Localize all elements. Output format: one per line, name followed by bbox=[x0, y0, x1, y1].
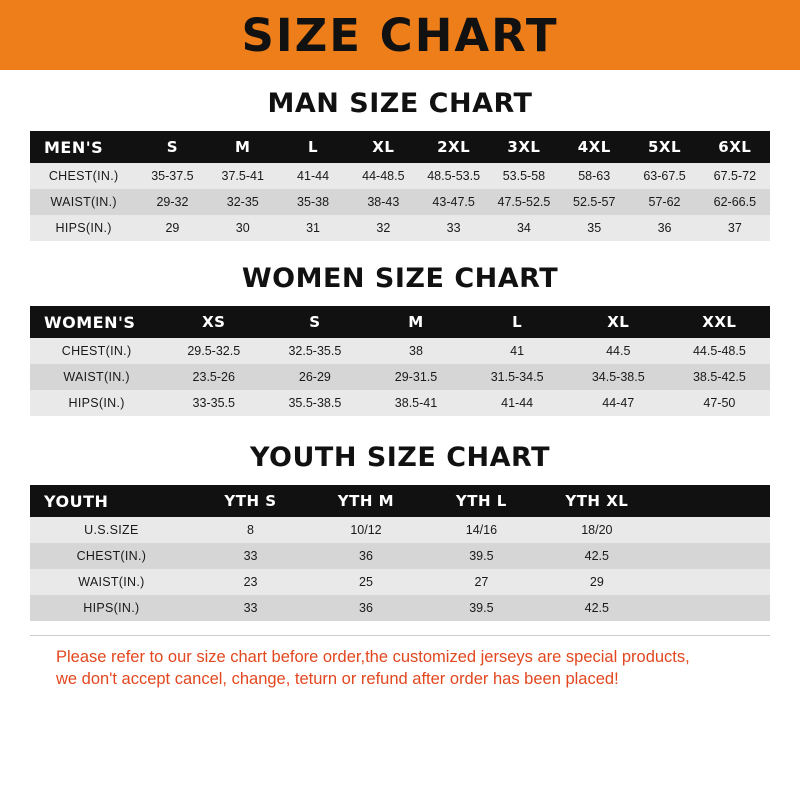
row-label: HIPS(IN.) bbox=[68, 396, 125, 410]
cell: 33 bbox=[243, 549, 258, 563]
cell: 41-44 bbox=[501, 396, 534, 410]
man-col-header: M bbox=[235, 138, 251, 156]
table-row bbox=[30, 338, 770, 364]
cell: 44-48.5 bbox=[362, 169, 405, 183]
man-col-header: 2XL bbox=[437, 138, 471, 156]
row-label: HIPS(IN.) bbox=[55, 221, 112, 235]
cell: 39.5 bbox=[469, 601, 494, 615]
man-section-title: MAN SIZE CHART bbox=[267, 88, 533, 119]
row-label: CHEST(IN.) bbox=[48, 169, 119, 183]
cell: 47.5-52.5 bbox=[497, 195, 551, 209]
youth-col-header: YTH M bbox=[337, 492, 395, 510]
cell: 63-67.5 bbox=[643, 169, 686, 183]
cell: 32-35 bbox=[226, 195, 259, 209]
cell-empty bbox=[655, 569, 770, 595]
table-row bbox=[30, 364, 770, 390]
women-col-header: M bbox=[408, 313, 424, 331]
cell: 41-44 bbox=[297, 169, 330, 183]
cell: 37.5-41 bbox=[221, 169, 264, 183]
youth-col-header: YTH L bbox=[455, 492, 507, 510]
man-col-header: 4XL bbox=[577, 138, 611, 156]
cell: 38-43 bbox=[367, 195, 400, 209]
table-header-row bbox=[30, 131, 770, 163]
cell: 39.5 bbox=[469, 549, 494, 563]
cell: 35 bbox=[587, 221, 602, 235]
cell: 44-47 bbox=[602, 396, 635, 410]
cell: 35-38 bbox=[297, 195, 330, 209]
cell: 29-32 bbox=[156, 195, 189, 209]
cell: 27 bbox=[474, 575, 489, 589]
row-label: WAIST(IN.) bbox=[63, 370, 130, 384]
cell: 18/20 bbox=[581, 523, 613, 537]
cell: 8 bbox=[247, 523, 254, 537]
cell: 30 bbox=[235, 221, 250, 235]
women-col-header: XL bbox=[607, 313, 630, 331]
cell: 31.5-34.5 bbox=[490, 370, 544, 384]
table-row bbox=[30, 595, 770, 621]
women-section-title: WOMEN SIZE CHART bbox=[241, 263, 559, 294]
cell: 23 bbox=[243, 575, 258, 589]
women-col-header: S bbox=[309, 313, 321, 331]
man-col-header: 5XL bbox=[647, 138, 682, 156]
table-row bbox=[30, 569, 770, 595]
man-col-header: L bbox=[308, 138, 319, 156]
cell: 29 bbox=[589, 575, 604, 589]
cell: 44.5-48.5 bbox=[692, 344, 746, 358]
table-row bbox=[30, 543, 770, 569]
women-col-header: XS bbox=[202, 313, 226, 331]
cell: 29.5-32.5 bbox=[187, 344, 241, 358]
table-header-row bbox=[30, 306, 770, 338]
youth-size-table bbox=[30, 485, 770, 621]
man-size-table bbox=[30, 131, 770, 241]
man-col-header: XL bbox=[372, 138, 395, 156]
table-row bbox=[30, 390, 770, 416]
cell: 26-29 bbox=[298, 370, 331, 384]
cell: 47-50 bbox=[703, 396, 736, 410]
women-table-corner-label: WOMEN'S bbox=[44, 312, 136, 332]
cell: 32 bbox=[376, 221, 391, 235]
cell: 14/16 bbox=[465, 523, 498, 537]
cell: 10/12 bbox=[350, 523, 382, 537]
youth-col-header-empty bbox=[655, 485, 770, 517]
cell: 34.5-38.5 bbox=[591, 370, 645, 384]
youth-col-header: YTH XL bbox=[565, 492, 629, 510]
footnote bbox=[30, 635, 770, 691]
cell: 33 bbox=[243, 601, 258, 615]
table-row bbox=[30, 163, 770, 189]
cell: 38.5-42.5 bbox=[692, 370, 746, 384]
cell: 37 bbox=[727, 221, 742, 235]
cell: 53.5-58 bbox=[502, 169, 546, 183]
cell: 31 bbox=[306, 221, 320, 235]
row-label: WAIST(IN.) bbox=[50, 195, 117, 209]
footnote-line-1: Please refer to our size chart before order,the customized jerseys are special products, bbox=[56, 648, 690, 666]
cell: 52.5-57 bbox=[573, 195, 616, 209]
cell-empty bbox=[655, 543, 770, 569]
cell: 62-66.5 bbox=[713, 195, 757, 209]
cell: 35.5-38.5 bbox=[288, 396, 342, 410]
youth-table-corner-label: YOUTH bbox=[44, 491, 109, 511]
cell: 42.5 bbox=[584, 601, 609, 615]
row-label: WAIST(IN.) bbox=[78, 575, 145, 589]
footnote-line-2: we don't accept cancel, change, teturn or refund after order has been placed! bbox=[56, 670, 619, 689]
man-table-corner-label: MEN'S bbox=[44, 137, 104, 157]
cell-empty bbox=[655, 595, 770, 621]
page-title: SIZE CHART bbox=[241, 8, 559, 62]
cell: 57-62 bbox=[648, 195, 681, 209]
cell: 23.5-26 bbox=[192, 370, 235, 384]
row-label: U.S.SIZE bbox=[84, 523, 139, 537]
youth-col-header: YTH S bbox=[224, 492, 277, 510]
cell: 29 bbox=[165, 221, 180, 235]
cell: 36 bbox=[657, 221, 672, 235]
women-size-table bbox=[30, 306, 770, 416]
row-label: HIPS(IN.) bbox=[83, 601, 140, 615]
cell: 41 bbox=[510, 344, 525, 358]
cell: 35-37.5 bbox=[151, 169, 194, 183]
table-row bbox=[30, 215, 770, 241]
women-col-header: L bbox=[512, 313, 523, 331]
man-col-header: S bbox=[166, 138, 179, 156]
cell: 44.5 bbox=[606, 344, 631, 358]
cell: 32.5-35.5 bbox=[288, 344, 342, 358]
chart-content bbox=[0, 88, 800, 691]
cell: 29-31.5 bbox=[394, 370, 438, 384]
cell: 34 bbox=[516, 221, 531, 235]
cell: 43-47.5 bbox=[432, 195, 475, 209]
cell-empty bbox=[655, 517, 770, 543]
cell: 25 bbox=[359, 575, 373, 589]
page-banner bbox=[0, 0, 800, 70]
cell: 38 bbox=[409, 344, 423, 358]
cell: 42.5 bbox=[584, 549, 609, 563]
cell: 67.5-72 bbox=[713, 169, 757, 183]
man-col-header: 3XL bbox=[507, 138, 541, 156]
cell: 48.5-53.5 bbox=[427, 169, 481, 183]
cell: 38.5-41 bbox=[394, 396, 438, 410]
table-row bbox=[30, 517, 770, 543]
row-label: CHEST(IN.) bbox=[76, 549, 147, 563]
cell: 58-63 bbox=[578, 169, 611, 183]
women-col-header: XXL bbox=[702, 313, 737, 331]
table-row bbox=[30, 189, 770, 215]
table-header-row bbox=[30, 485, 770, 517]
youth-section-title: YOUTH SIZE CHART bbox=[249, 442, 551, 473]
cell: 36 bbox=[359, 601, 373, 615]
cell: 33-35.5 bbox=[192, 396, 235, 410]
cell: 33 bbox=[446, 221, 461, 235]
cell: 36 bbox=[359, 549, 373, 563]
man-col-header: 6XL bbox=[718, 138, 752, 156]
row-label: CHEST(IN.) bbox=[61, 344, 132, 358]
